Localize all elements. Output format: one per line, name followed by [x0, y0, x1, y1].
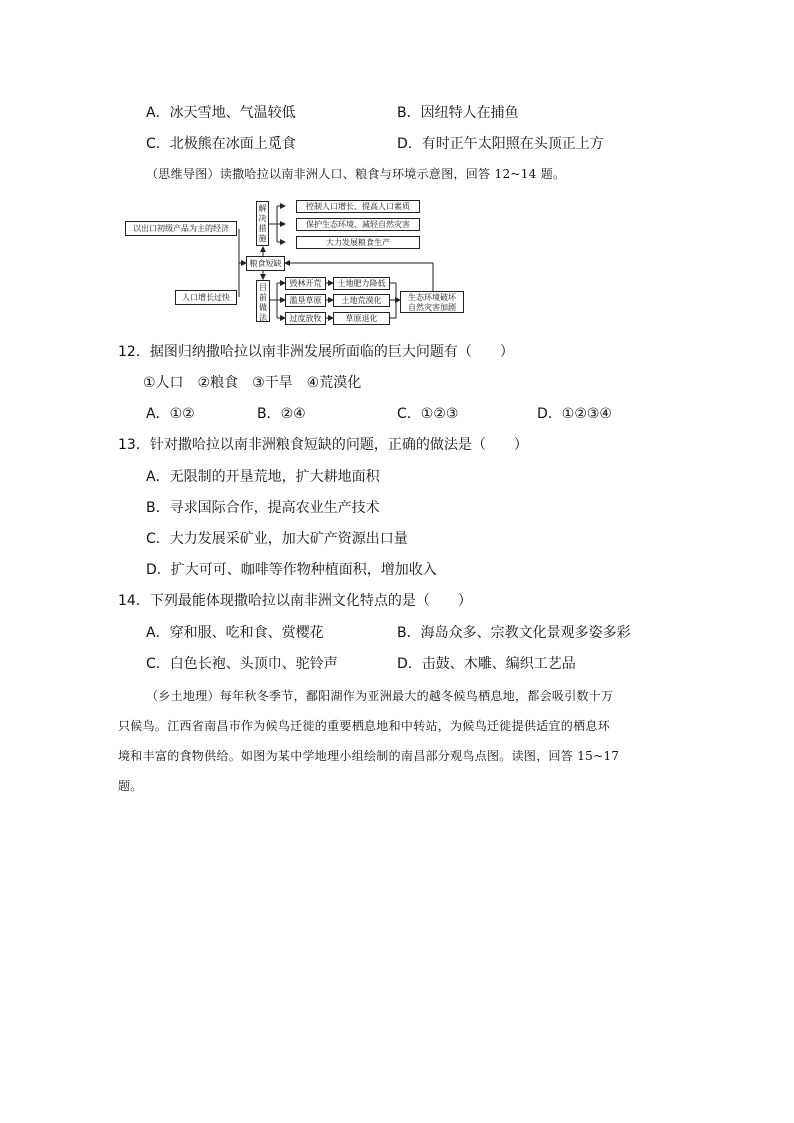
intro-12-14: （思维导图）读撒哈拉以南非洲人口、粮食与环境示意图，回答 12~14 题。 [146, 167, 566, 181]
q11-option-c: C．北极熊在冰面上觅食 [146, 136, 296, 152]
q14-option-d: D．击鼓、木雕、编织工艺品 [397, 656, 576, 672]
q14-option-a: A．穿和服、吃和食、赏樱花 [146, 625, 324, 641]
q13-option-d: D．扩大可可、咖啡等作物种植面积，增加收入 [146, 562, 437, 578]
q12-option-a: A．①② [146, 406, 195, 422]
intro-15-17-line-1: （乡土地理）每年秋冬季节，鄱阳湖作为亚洲最大的越冬候鸟栖息地，都会吸引数十万 [146, 689, 614, 703]
current-practice-label-box [256, 280, 270, 322]
q14-option-b: B．海岛众多、宗教文化景观多姿多彩 [397, 625, 631, 641]
food-shortage-box: 粮食短缺 [246, 256, 285, 271]
q11-option-d: D．有时正午太阳照在头顶正上方 [397, 136, 604, 152]
solutions-char: 措 [258, 224, 267, 233]
q12-option-b: B．②④ [257, 406, 306, 422]
result-line-1: 生态环境破坏 [408, 293, 456, 302]
intro-15-17-line-3: 境和丰富的食物供给。如图为某中学地理小组绘制的南昌部分观鸟点图。读图，回答 15~17 [118, 749, 620, 763]
solution-box-2: 保护生态环境、减轻自然灾害 [296, 218, 420, 231]
population-growth-box: 人口增长过快 [175, 290, 237, 305]
effect-box-3: 草原退化 [333, 312, 390, 325]
q13-option-c: C．大力发展采矿业，加大矿产资源出口量 [146, 531, 408, 547]
diagram-connectors [0, 0, 794, 330]
q12-items: ①人口 ②粮食 ③干旱 ④荒漠化 [143, 375, 362, 391]
intro-15-17-line-2: 只候鸟。江西省南昌市作为候鸟迁徙的重要栖息地和中转站，为候鸟迁徙提供适宜的栖息环 [118, 719, 611, 733]
result-line-2: 自然灾害加剧 [408, 303, 456, 312]
intro-15-17-line-4: 题。 [118, 779, 143, 793]
export-economy-box: 以出口初级产品为主的经济 [125, 221, 237, 236]
current-practice-char: 法 [259, 313, 267, 322]
q13-option-a: A．无限制的开垦荒地，扩大耕地面积 [146, 469, 380, 485]
solutions-char: 决 [258, 214, 267, 223]
current-practice-char: 前 [259, 293, 267, 302]
practice-box-2: 滥垦草原 [285, 294, 326, 307]
q11-option-b: B．因纽特人在捕鱼 [397, 105, 519, 121]
q13-stem: 13．针对撒哈拉以南非洲粮食短缺的问题，正确的做法是（ ） [118, 437, 528, 453]
solution-box-1: 控制人口增长、提高人口素质 [296, 200, 420, 213]
effect-box-1: 土地肥力降低 [333, 277, 390, 290]
solution-box-3: 大力发展粮食生产 [296, 236, 420, 249]
q12-stem: 12．据图归纳撒哈拉以南非洲发展所面临的巨大问题有（ ） [118, 344, 514, 360]
practice-box-1: 毁林开荒 [285, 277, 326, 290]
solutions-label-box [256, 201, 269, 246]
q12-option-d: D．①②③④ [537, 406, 612, 422]
q11-option-a: A．冰天雪地、气温较低 [146, 105, 296, 121]
effect-box-2: 土地荒漠化 [333, 294, 390, 307]
q14-stem: 14．下列最能体现撒哈拉以南非洲文化特点的是（ ） [118, 593, 472, 609]
solutions-char: 施 [258, 234, 267, 243]
q12-option-c: C．①②③ [397, 406, 459, 422]
ecological-result-box [400, 291, 464, 313]
practice-box-3: 过度放牧 [285, 312, 326, 325]
current-practice-char: 目 [259, 283, 267, 292]
current-practice-char: 做 [259, 303, 267, 312]
q14-option-c: C．白色长袍、头顶巾、驼铃声 [146, 656, 338, 672]
solutions-char: 解 [258, 204, 267, 213]
q13-option-b: B．寻求国际合作，提高农业生产技术 [146, 500, 380, 516]
